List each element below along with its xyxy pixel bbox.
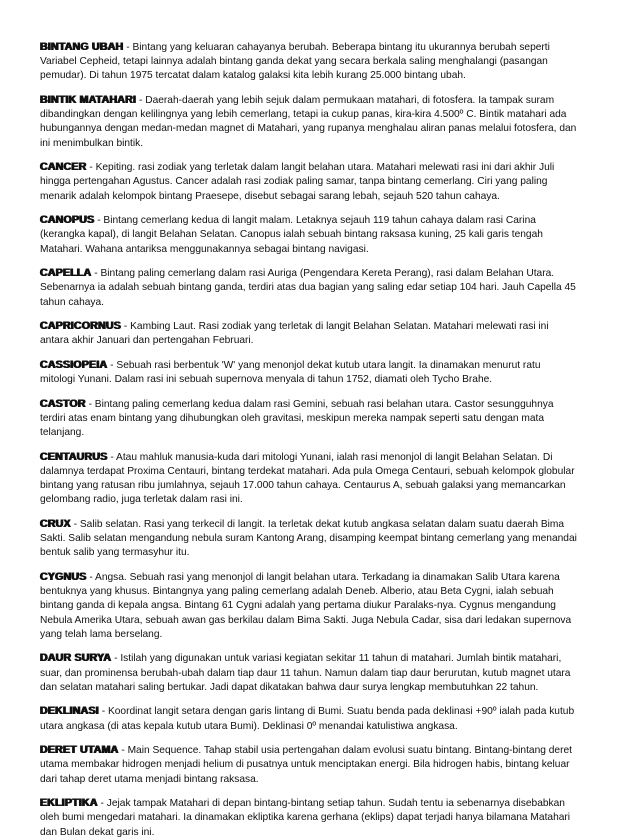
- term-heading: BINTANG UBAH: [40, 41, 124, 53]
- entry-bintang-ubah: [40, 40, 578, 84]
- term-definition: - Kepiting. rasi zodiak yang terletak dalam langit belahan utara. Matahari melewati rasi ini dari akhir Juli hingga pertengahan Agustus. Cancer adalah rasi zodiak paling samar, tanpa bintang cemerlang. Ciri yang paling menarik adalah kelompok bintang Praesepe, disebut sebagai sarang lebah, sejauh 520 tahun cahaya.: [40, 162, 555, 202]
- term-definition: - Koordinat langit setara dengan garis lintang di Bumi. Suatu benda pada deklinasi +90º ialah pada kutub utara angkasa (di atas kepala kutub utara Bumi). Deklinasi 0º menandai katulistiwa angkasa.: [40, 706, 575, 732]
- term-heading: BINTIK MATAHARI: [40, 94, 137, 106]
- entry-bintik-matahari: [40, 93, 578, 151]
- term-definition: - Jejak tampak Matahari di depan bintang-bintang setiap tahun. Sudah tentu ia sebenarnya disebabkan oleh bumi mengedari matahari. Ia dinamakan ekliptika karena gerhana (eklips) dapat terjadi hanya bilamana Matahari dan Bulan dekat garis ini.: [40, 798, 571, 838]
- entry-deklinasi: [40, 704, 578, 733]
- term-heading: EKLIPTIKA: [40, 797, 98, 810]
- entry-cassiopeia: [40, 358, 578, 387]
- term-heading: CANOPUS: [40, 214, 95, 227]
- entry-capricornus: [40, 319, 578, 348]
- term-heading: DERET UTAMA: [40, 744, 119, 757]
- term-definition: - Bintang paling cemerlang kedua dalam rasi Gemini, sebuah rasi belahan utara. Castor sesungguhnya terdiri atas enam bintang yang dihubungkan oleh gravitasi, meskipun mereka nampak seperti satu dengan mata telanjang.: [40, 398, 554, 439]
- entry-capella: [40, 266, 578, 310]
- term-definition: - Main Sequence. Tahap stabil usia pertengahan dalam evolusi suatu bintang. Bintang-bintang deret utama membakar hidrogen menjadi helium di pusatnya untuk menciptakan energi. Bila hidrogen habis, bintang keluar dari tahap deret utama menjadi bintang raksasa.: [40, 745, 572, 785]
- term-definition: - Istilah yang digunakan untuk variasi kegiatan sekitar 11 tahun di matahari. Jumlah bintik matahari, suar, dan prominensa berubah-ubah dalam tiap daur 11 tahun. Namun dalam tiap daur berurutan, kutub magnet utara dan selatan matahari saling bertukar. Jadi dapat dikatakan bahwa daur surya lengkap membutuhkan 22 tahun.: [40, 653, 571, 693]
- term-definition: - Salib selatan. Rasi yang terkecil di langit. Ia terletak dekat kutub angkasa selatan dalam suatu daerah Bima Sakti. Salib selatan mengandung nebula suram Kantong Arang, disamping keempat bintang cemerlang yang menandai bentuk salib yang termasyhur itu.: [40, 519, 577, 559]
- term-definition: - Bintang cemerlang kedua di langit malam. Letaknya sejauh 119 tahun cahaya dalam rasi Carina (kerangka kapal), di langit Belahan Selatan. Canopus ialah sebuah bintang raksasa kuning, 25 kali garis tengah Matahari. Wahana antariksa menggunakannya sebagai bintang navigasi.: [40, 215, 543, 255]
- entry-castor: [40, 397, 578, 441]
- term-definition: - Bintang paling cemerlang dalam rasi Auriga (Pengendara Kereta Perang), rasi dalam Belahan Utara. Sebenarnya ia adalah sebuah bintang ganda, terdiri atas dua bagian yang saling edar setiap 104 hari. Jauh Capella 45 tahun cahaya.: [40, 268, 576, 308]
- term-heading: CENTAURUS: [40, 450, 108, 463]
- entry-ekliptika: [40, 796, 578, 840]
- entry-daur-surya: [40, 651, 578, 695]
- entry-cygnus: [40, 570, 578, 642]
- term-heading: CANCER: [40, 161, 87, 174]
- term-heading: DEKLINASI: [40, 705, 99, 718]
- term-heading: DAUR SURYA: [40, 652, 112, 665]
- term-heading: CAPRICORNUS: [40, 320, 122, 333]
- entry-cancer: [40, 160, 578, 204]
- entry-deret-utama: [40, 743, 578, 787]
- term-heading: CASTOR: [40, 397, 86, 410]
- term-definition: - Daerah-daerah yang lebih sejuk dalam permukaan matahari, di fotosfera. Ia tampak suram dibandingkan dengan kelilingnya yang lebih cemerlang, tetapi ia cukup panas, kira-kira 4.500º C. Bintik matahari ada hubungannya dengan medan-medan magnet di Matahari, yang rupanya menghalau aliran panas melalui fotosfera, dan ini menimbulkan bintik.: [40, 95, 577, 149]
- term-heading: CASSIOPEIA: [40, 359, 108, 371]
- term-definition: - Bintang yang keluaran cahayanya berubah. Beberapa bintang itu ukurannya berubah seperti Variabel Cepheid, tetapi lainnya adalah bintang ganda dekat yang secara berkala saling menghalangi (pasangan pemudar). Di tahun 1975 tercatat dalam katalog galaksi kita lebih kurang 25.000 bintang ubah.: [40, 42, 550, 82]
- term-definition: - Kambing Laut. Rasi zodiak yang terletak di langit Belahan Selatan. Matahari melewati rasi ini antara akhir Januari dan pertengahan Februari.: [40, 321, 549, 347]
- term-definition: - Atau mahluk manusia-kuda dari mitologi Yunani, ialah rasi menonjol di langit Belahan Selatan. Di dalamnya terdapat Proxima Centauri, bintang terdekat matahari. Ada pula Omega Centauri, sebuah kelompok globular bintang yang ratusan ribu jumlahnya, sejauh 17.000 tahun cahaya. Centaurus A, sebuah galaksi yang memancarkan gelombang radio, juga terletak dalam rasi ini.: [40, 451, 575, 506]
- term-definition: - Sebuah rasi berbentuk 'W' yang menonjol dekat kutub utara langit. Ia dinamakan menurut ratu mitologi Yunani. Dalam rasi ini sebuah supernova menyala di tahun 1752, diamati oleh Tycho Brahe.: [40, 360, 541, 386]
- term-definition: - Angsa. Sebuah rasi yang menonjol di langit belahan utara. Terkadang ia dinamakan Salib Utara karena bentuknya yang khusus. Bintangnya yang paling cemerlang adalah Deneb. Alberio, atau Beta Cygni, ialah sebuah bintang ganda di kepala angsa. Bintang 61 Cygni adalah yang pertama diukur Paralaks-nya. Cygnus mengandung Nebula Amerika Utara, sebuah awan gas berkilau dalam Bima Sakti. Juga Nebula Cadar, sisa dari ledakan supernova yang telah lama berselang.: [40, 572, 572, 640]
- term-heading: CRUX: [40, 518, 71, 530]
- entry-centaurus: [40, 450, 578, 508]
- entry-crux: [40, 517, 578, 561]
- entry-canopus: [40, 213, 578, 257]
- term-heading: CAPELLA: [40, 267, 92, 280]
- term-heading: CYGNUS: [40, 571, 87, 583]
